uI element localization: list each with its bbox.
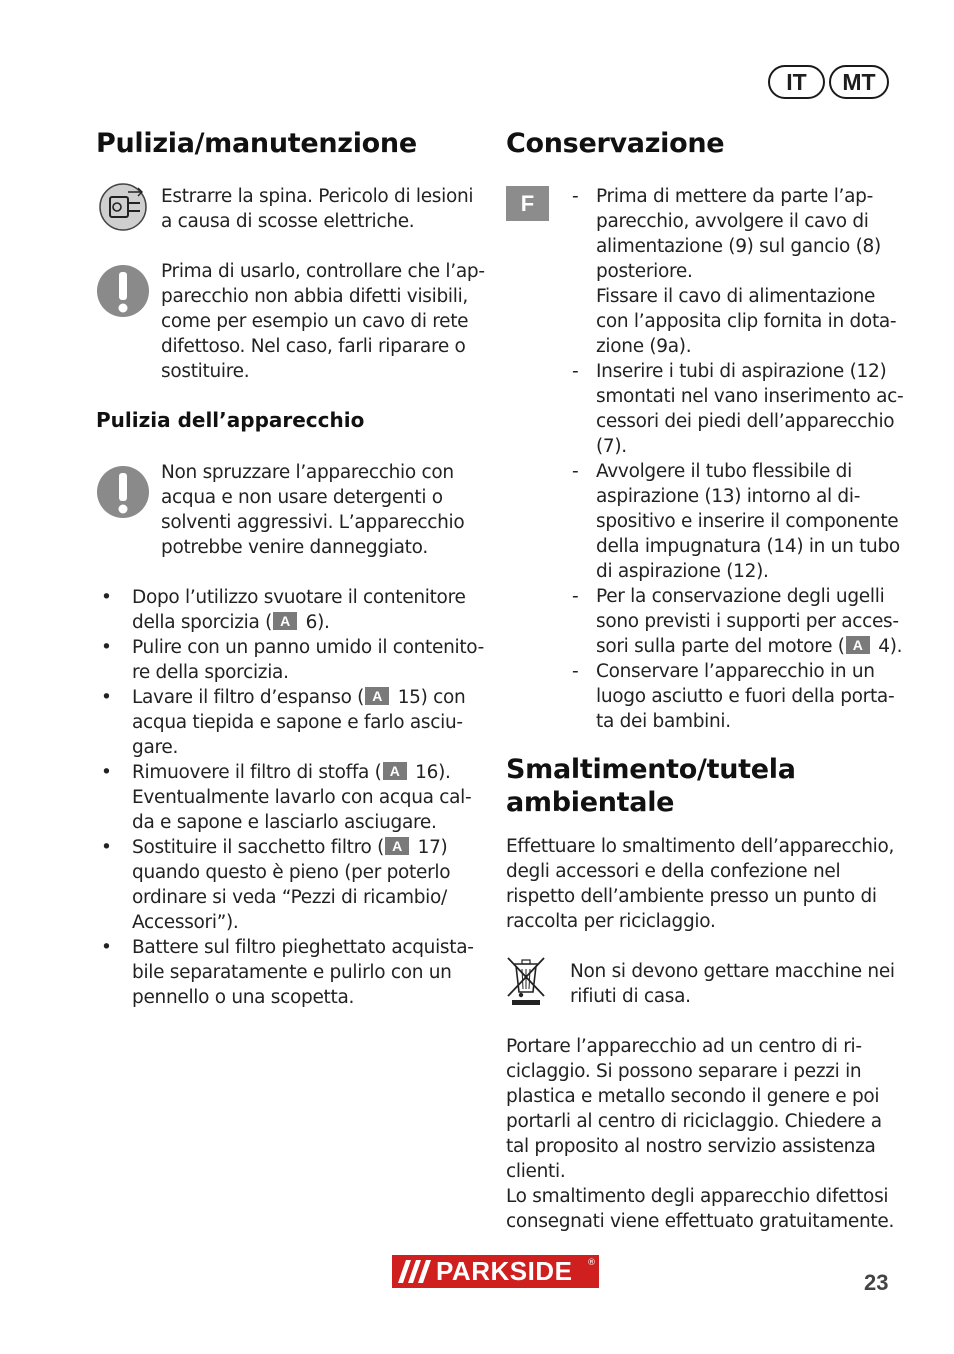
list-item-line: (7). [596, 436, 627, 457]
registered-mark: ® [587, 1258, 596, 1268]
section-title-cleaning: Pulizia/manutenzione [96, 128, 417, 159]
bullet-list-item [97, 835, 497, 935]
list-item-line: luogo asciutto e fuori della porta- [596, 686, 895, 707]
figure-a-reference-icon: A [365, 687, 389, 705]
dash-list-item [506, 584, 926, 659]
bullet-list-item [97, 685, 497, 760]
text-line: potrebbe venire danneggiato. [161, 537, 428, 558]
bullet-list-item [97, 935, 497, 1010]
crossed-bin-icon [504, 954, 548, 1010]
list-item-line: - Avvolgere il tubo flessibile di [596, 461, 852, 482]
text-line: ciclaggio. Si possono separare i pezzi in [506, 1061, 862, 1082]
exclamation-warning-icon [96, 262, 150, 324]
section-title-storage: Conservazione [506, 128, 725, 159]
unplug-icon [98, 182, 150, 236]
list-item-line: aspirazione (13) intorno al di- [596, 486, 861, 507]
title-line: Smaltimento/tutela [506, 754, 796, 785]
text-line: plastica e metallo secondo il genere e poi [506, 1086, 880, 1107]
list-item-line: della sporcizia ( A 6). [132, 612, 330, 633]
dash-list-item [506, 359, 926, 459]
text-line: a causa di scosse elettriche. [161, 211, 415, 232]
list-item-line: - Inserire i tubi di aspirazione (12) [596, 361, 887, 382]
text-line: Effettuare lo smaltimento dell’apparecchio, [506, 836, 895, 857]
text-line: solventi aggressivi. L’apparecchio [161, 512, 465, 533]
list-item-line: posteriore. [596, 261, 693, 282]
exclamation-warning-icon [96, 463, 150, 525]
list-item-line: quando questo è pieno (per poterlo [132, 862, 451, 883]
list-item-line: - Conservare l’apparecchio in un [596, 661, 875, 682]
text-line: acqua e non usare detergenti o [161, 487, 443, 508]
list-item-line: acqua tiepida e sapone e farlo asciu- [132, 712, 463, 733]
section-title-disposal [506, 753, 796, 819]
text-line: consegnati viene effettuato gratuitamente. [506, 1211, 895, 1232]
text-line: rifiuti di casa. [570, 986, 691, 1007]
list-item-line: • Pulire con un panno umido il contenito- [132, 637, 485, 658]
text-line: Estrarre la spina. Pericolo di lesioni [161, 186, 474, 207]
text-line: Portare l’apparecchio ad un centro di ri- [506, 1036, 862, 1057]
list-item-line: alimentazione (9) sul gancio (8) [596, 236, 881, 257]
spray-warning-text [161, 460, 464, 560]
dash-list-item [506, 659, 926, 734]
text-line: tal proposito al nostro servizio assistenza [506, 1136, 876, 1157]
plug-warning-text [161, 184, 473, 234]
text-line: rispetto dell’ambiente presso un punto di [506, 886, 877, 907]
list-item-line: Fissare il cavo di alimentazione [596, 286, 876, 307]
cleaning-steps-list [97, 585, 497, 1010]
text-line: Non si devono gettare macchine nei [570, 961, 895, 982]
bullet-list-item [97, 635, 497, 685]
dash-list-item [506, 459, 926, 584]
list-item-line: Eventualmente lavarlo con acqua cal- [132, 787, 472, 808]
list-item-line: sono previsti i supporti per acces- [596, 611, 899, 632]
list-item-line: zione (9a). [596, 336, 692, 357]
list-item-line: spositivo e inserire il componente [596, 511, 899, 532]
storage-steps-list [506, 184, 926, 734]
page-number: 23 [864, 1270, 889, 1295]
list-item-line: cessori dei piedi dell’apparecchio [596, 411, 895, 432]
list-item-line: pennello o una scopetta. [132, 987, 355, 1008]
list-item-line: di aspirazione (12). [596, 561, 769, 582]
list-item-line: da e sapone e lasciarlo asciugare. [132, 812, 437, 833]
list-item-line: sori sulla parte del motore ( A 4). [596, 636, 903, 657]
list-item-line: • Rimuovere il filtro di stoffa ( A 16). [132, 762, 451, 783]
list-item-line: - Prima di mettere da parte l’ap- [596, 186, 873, 207]
list-item-line: • Battere sul filtro pieghettato acquista- [132, 937, 474, 958]
list-item-line: • Dopo l’utilizzo svuotare il contenitore [132, 587, 466, 608]
lang-badge-mt: MT [829, 65, 889, 99]
list-item-line: parecchio, avvolgere il cavo di [596, 211, 869, 232]
list-item-line: della impugnatura (14) in un tubo [596, 536, 900, 557]
subsection-title-appliance-cleaning: Pulizia dell’apparecchio [96, 408, 365, 432]
list-item-line: smontati nel vano inserimento ac- [596, 386, 904, 407]
list-item-line: ordinare si veda “Pezzi di ricambio/ [132, 887, 447, 908]
figure-f-label: F [506, 186, 549, 221]
text-line: degli accessori e della confezione nel [506, 861, 841, 882]
figure-a-reference-icon: A [383, 762, 407, 780]
text-line: Non spruzzare l’apparecchio con [161, 462, 454, 483]
text-line: parecchio non abbia difetti visibili, [161, 286, 469, 307]
text-line: Prima di usarlo, controllare che l’ap- [161, 261, 485, 282]
list-item-line: con l’apposita clip fornita in dota- [596, 311, 897, 332]
list-item-line: re della sporcizia. [132, 662, 289, 683]
lang-badge-it: IT [768, 65, 825, 99]
disposal-paragraph [506, 834, 894, 934]
logo-stripes-icon [392, 1255, 432, 1288]
list-item-line: • Lavare il filtro d’espanso ( A 15) con [132, 687, 466, 708]
list-item-line: bile separatamente e pulirlo con un [132, 962, 452, 983]
figure-a-reference-icon: A [273, 612, 297, 630]
text-line: come per esempio un cavo di rete [161, 311, 469, 332]
list-item-line: gare. [132, 737, 179, 758]
bullet-list-item [97, 585, 497, 635]
recycling-paragraph [506, 1034, 894, 1234]
bin-text [570, 959, 895, 1009]
figure-a-reference-icon: A [846, 636, 870, 654]
list-item-line: Accessori”). [132, 912, 239, 933]
bullet-list-item [97, 760, 497, 835]
list-item-line: • Sostituire il sacchetto filtro ( A 17) [132, 837, 448, 858]
inspect-warning-text [161, 259, 485, 384]
text-line: sostituire. [161, 361, 250, 382]
text-line: portarli al centro di riciclaggio. Chiedere a [506, 1111, 882, 1132]
text-line: clienti. [506, 1161, 566, 1182]
text-line: difettoso. Nel caso, farli riparare o [161, 336, 466, 357]
text-line: raccolta per riciclaggio. [506, 911, 716, 932]
title-line: ambientale [506, 787, 675, 818]
parkside-logo [392, 1255, 599, 1288]
figure-a-reference-icon: A [385, 837, 409, 855]
dash-list-item [506, 184, 926, 359]
logo-text: PARKSIDE [436, 1256, 573, 1286]
list-item-line: ta dei bambini. [596, 711, 731, 732]
list-item-line: - Per la conservazione degli ugelli [596, 586, 885, 607]
text-line: Lo smaltimento degli apparecchio difettosi [506, 1186, 889, 1207]
